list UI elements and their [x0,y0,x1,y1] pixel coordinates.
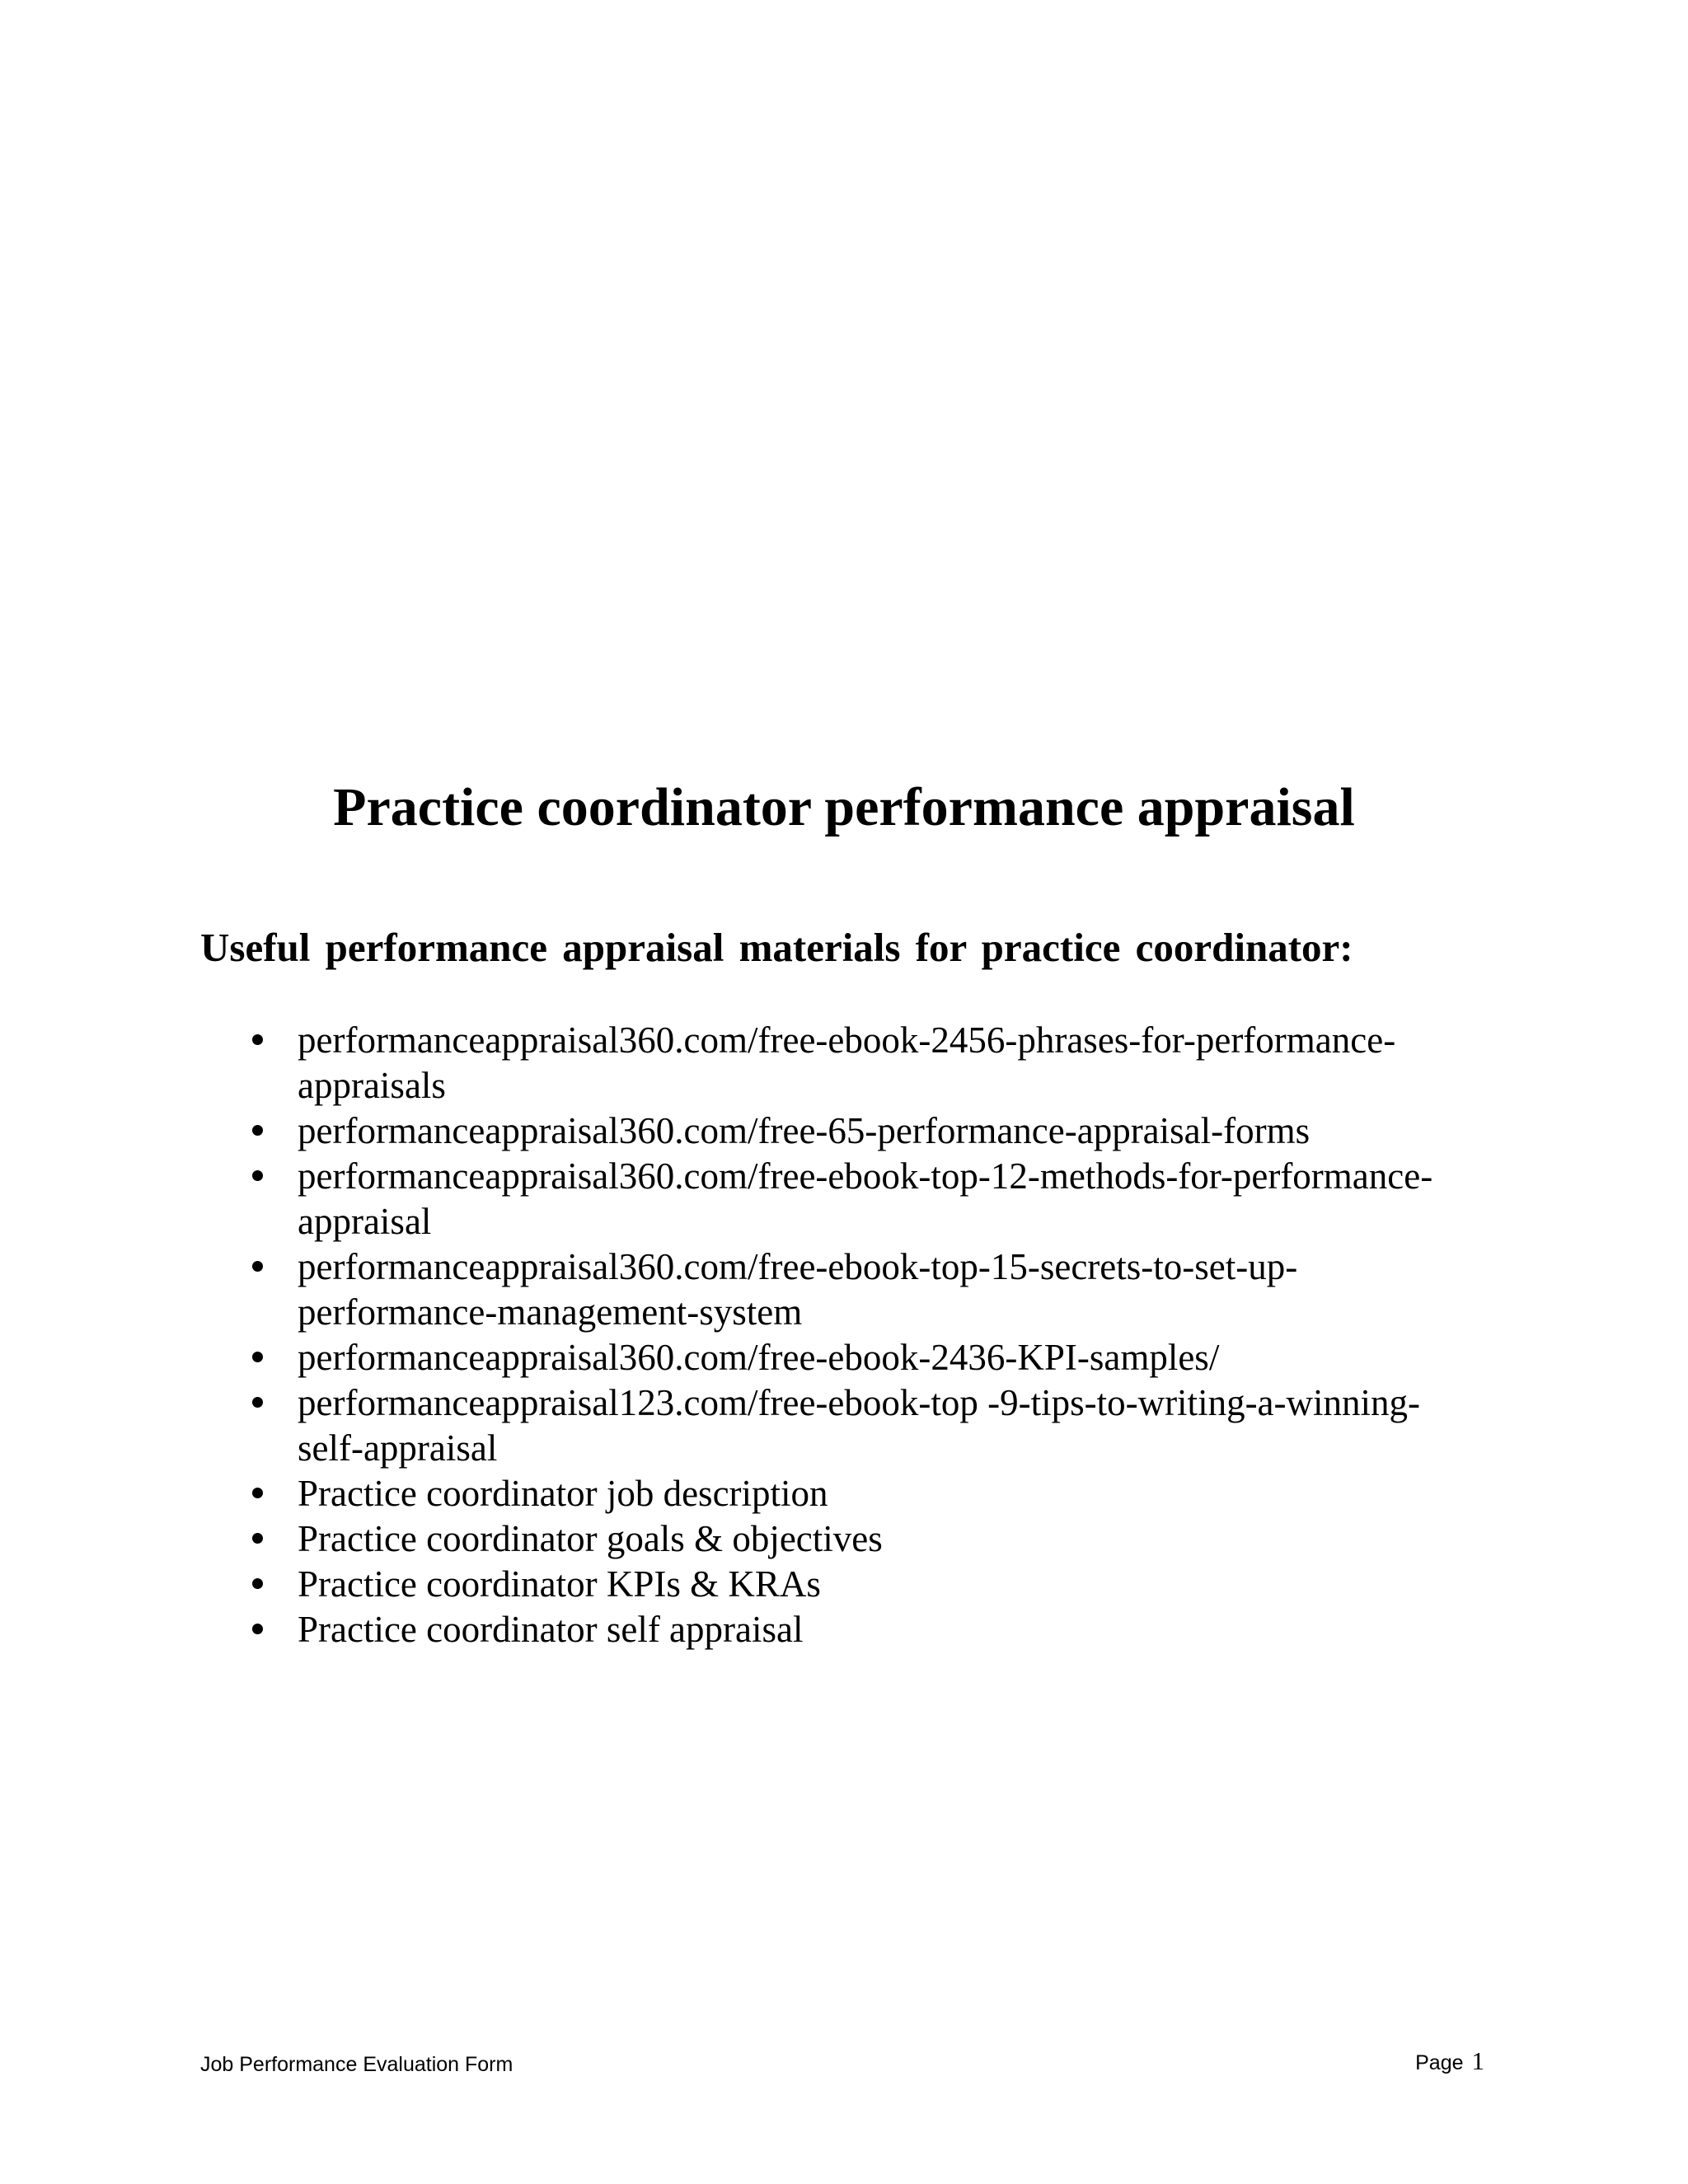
document-subtitle: Useful performance appraisal materials for practice coordinator: [200,925,1353,970]
list-item[interactable] [0,1380,1501,1471]
list-item[interactable] [0,1335,1501,1380]
page-number-indicator [1415,2046,1484,2075]
bullet-icon [252,1125,263,1136]
list-item-text: performanceappraisal360.com/free-ebook-top-15-secrets-to-set-up- performance-management-system [298,1246,1298,1333]
bullet-icon [252,1034,263,1045]
list-item-text: performanceappraisal360.com/free-ebook-top-12-methods-for-performance- appraisal [298,1155,1433,1242]
page-footer [0,2046,1688,2079]
bullet-icon [252,1261,263,1272]
bullet-icon [252,1352,263,1362]
bullet-icon [252,1170,263,1181]
list-item-text: Practice coordinator job description [298,1473,828,1514]
list-item-text: Practice coordinator self appraisal [298,1609,804,1650]
list-item [0,1607,1501,1652]
list-item-text: performanceappraisal123.com/free-ebook-top -9-tips-to-writing-a-winning- self-appraisal [298,1382,1420,1469]
bullet-icon [252,1533,263,1544]
list-item [0,1471,1501,1516]
list-item [0,1516,1501,1562]
list-item[interactable] [0,1244,1501,1335]
materials-list [0,1018,1501,1652]
bullet-icon [252,1578,263,1589]
footer-form-title: Job Performance Evaluation Form [200,2053,513,2076]
list-item-text: performanceappraisal360.com/free-65-performance-appraisal-forms [298,1110,1311,1151]
list-item [0,1562,1501,1607]
document-title: Practice coordinator performance appraisal [333,777,1355,837]
page-label: Page [1415,2051,1464,2074]
list-item-text: performanceappraisal360.com/free-ebook-2456-phrases-for-performance- appraisals [298,1019,1396,1106]
bullet-icon [252,1488,263,1498]
list-item-text: Practice coordinator KPIs & KRAs [298,1563,821,1605]
bullet-icon [252,1624,263,1634]
list-item[interactable] [0,1018,1501,1108]
list-item[interactable] [0,1154,1501,1244]
list-item[interactable] [0,1108,1501,1154]
list-item-text: Practice coordinator goals & objectives [298,1518,883,1559]
bullet-icon [252,1397,263,1408]
page-number: 1 [1471,2046,1484,2075]
list-item-text: performanceappraisal360.com/free-ebook-2436-KPI-samples/ [298,1337,1220,1378]
